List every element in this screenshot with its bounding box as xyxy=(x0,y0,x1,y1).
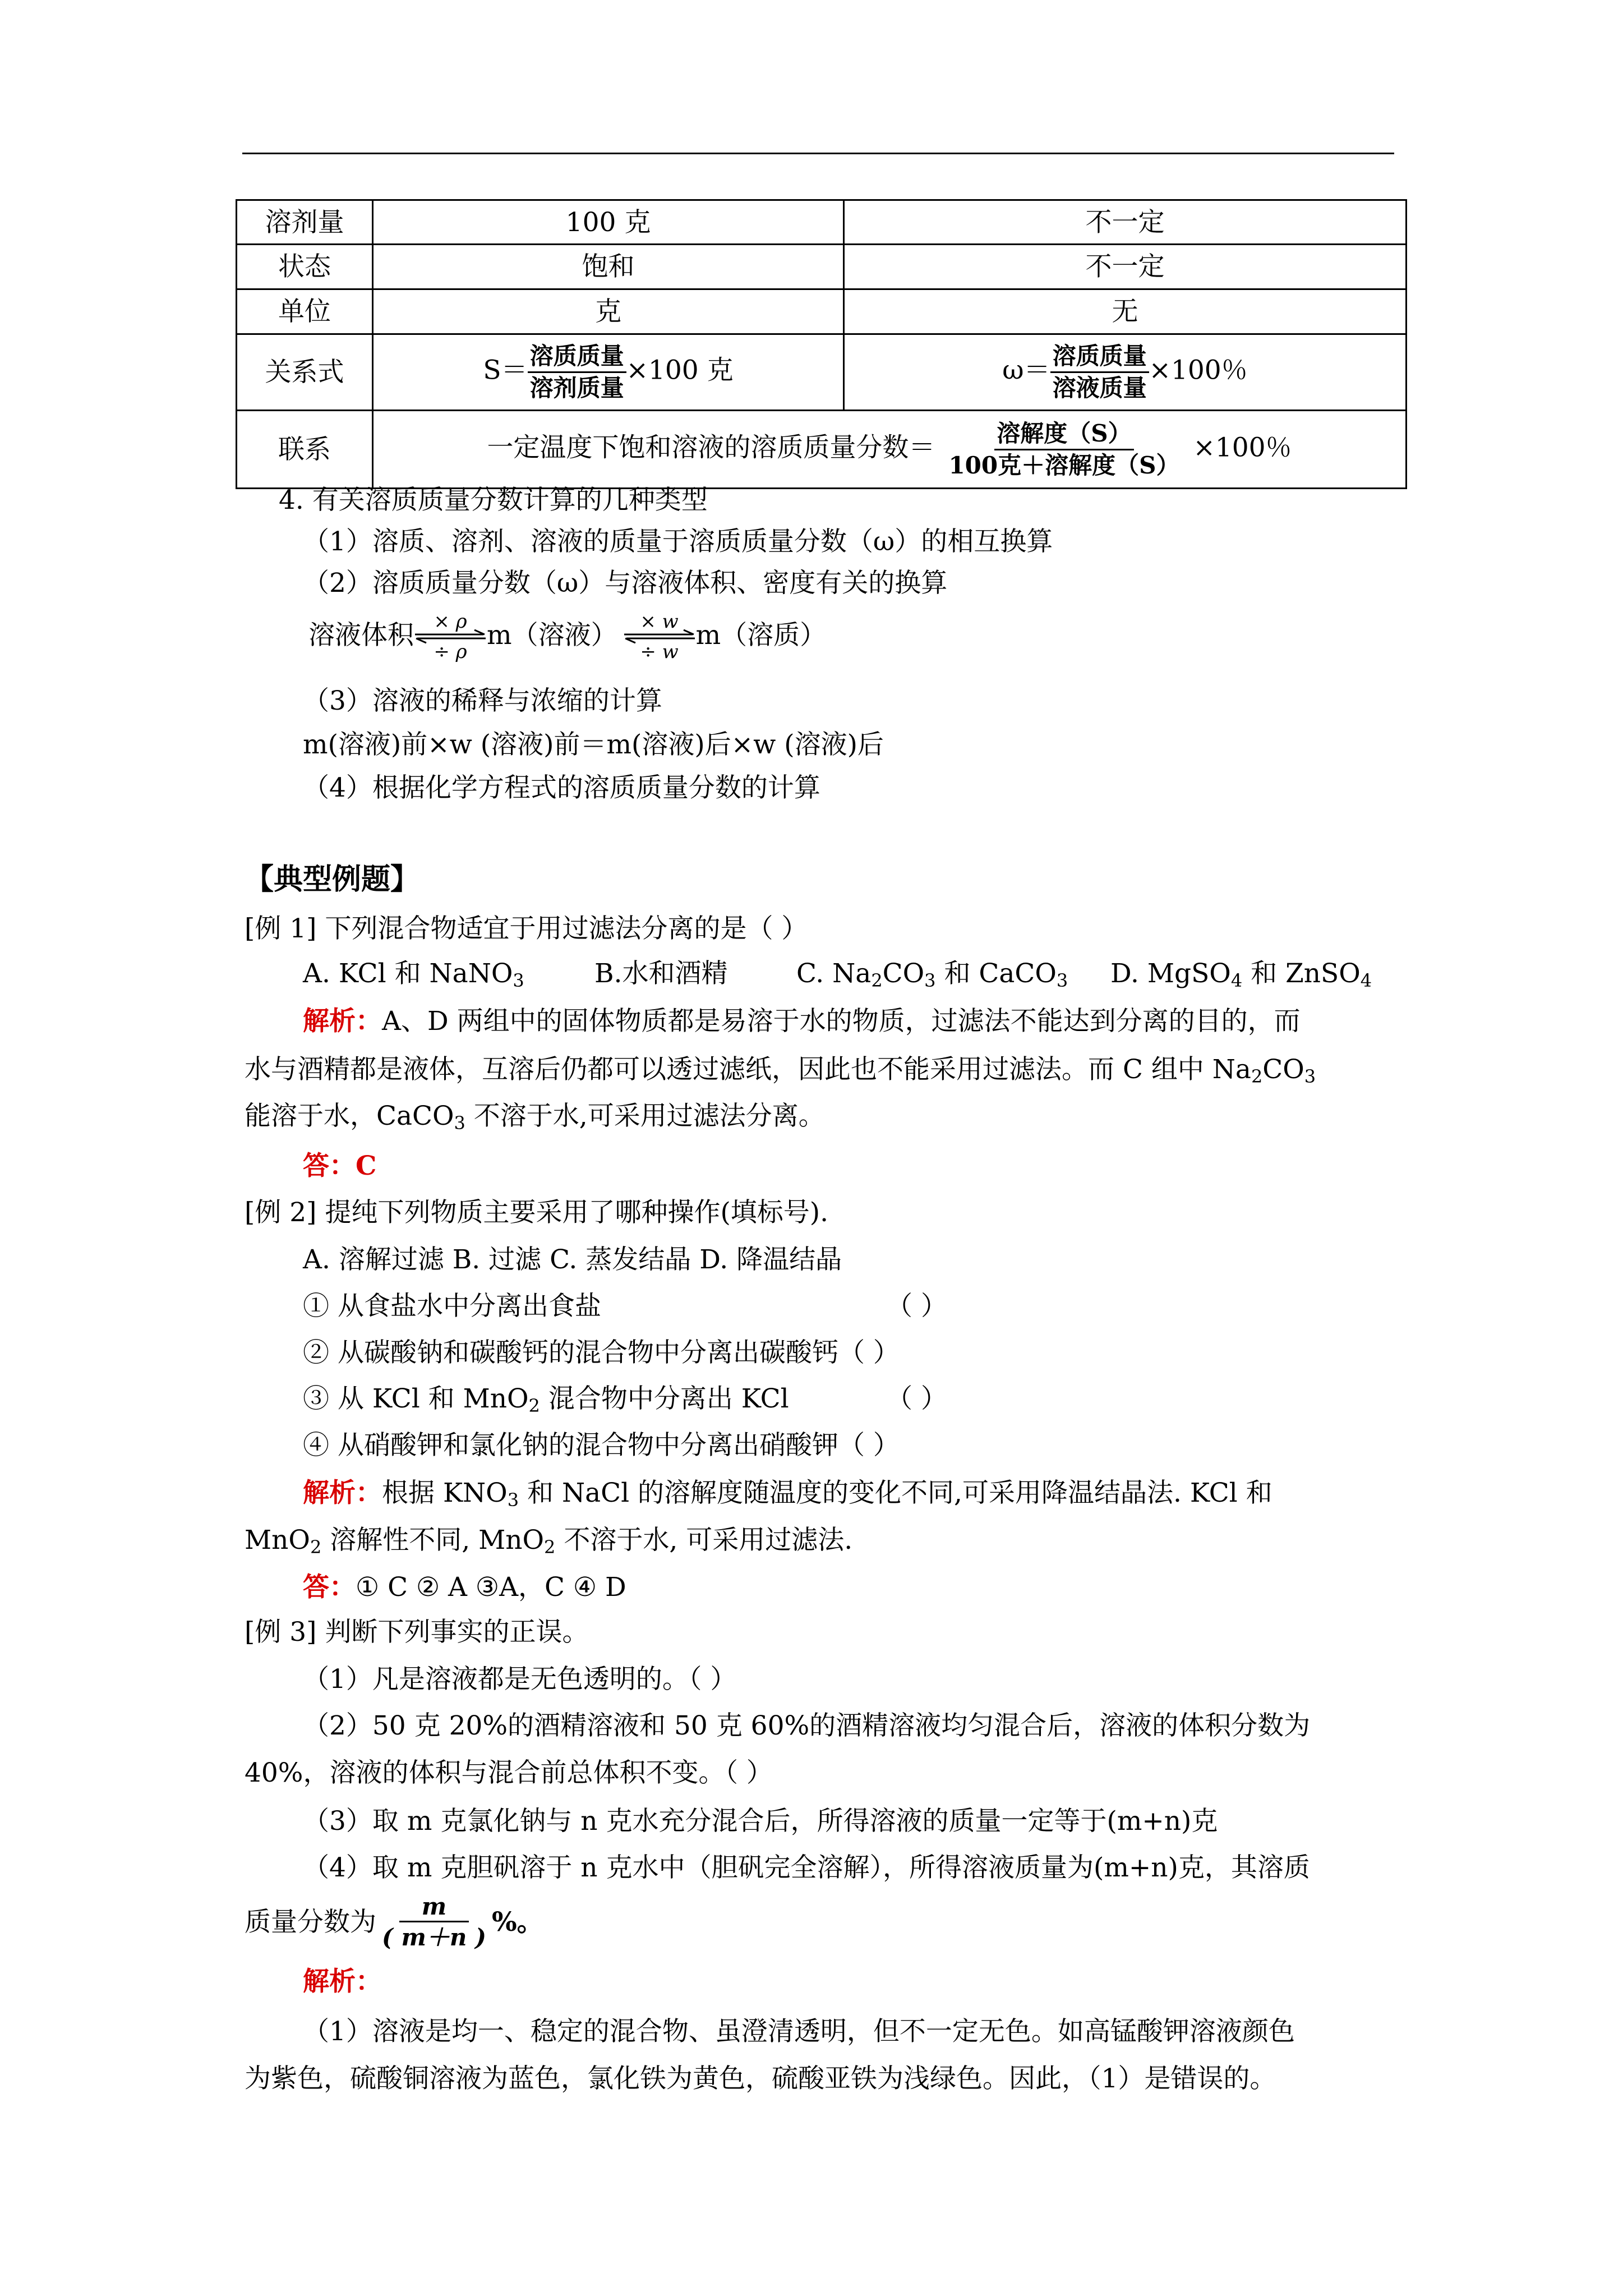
link-formula xyxy=(373,411,1407,489)
solubility-cell: 100 克 xyxy=(373,200,844,245)
fraction-numerator: 溶解度（S） xyxy=(994,422,1133,450)
list-item: （1）溶质、溶剂、溶液的质量于溶质质量分数（ω）的相互换算 xyxy=(303,526,1053,557)
option-d: D. MgSO$_4$ 和 ZnSO$_4$ xyxy=(1110,958,1372,991)
question: [例 3] 判断下列事实的正误。 xyxy=(245,1617,589,1648)
formula-rhs: ×100％ xyxy=(1193,432,1292,463)
fraction-formula xyxy=(844,334,1407,411)
conversion-flow xyxy=(308,607,826,663)
formula-lhs: ω＝ xyxy=(1002,355,1050,386)
list-item: ① 从食盐水中分离出食盐 xyxy=(303,1291,601,1322)
answer-blank: （ ） xyxy=(886,1383,947,1414)
formula-rhs: ×100 克 xyxy=(626,355,734,386)
option-c: C. $Na_2CO_3$ 和 CaCO$_3$ xyxy=(796,958,1068,991)
fraction xyxy=(946,419,1182,479)
fraction xyxy=(1050,344,1149,400)
arrow-label: ÷ ρ xyxy=(434,641,467,663)
list-item: ③ 从 KCl 和 MnO$_2$ 混合物中分离出 KCl xyxy=(303,1383,789,1416)
analysis-label: 解析： xyxy=(303,1006,382,1037)
analysis-line: 为紫色，硫酸铜溶液为蓝色，氯化铁为黄色，硫酸亚铁为浅绿色。因此，（1）是错误的。 xyxy=(245,2063,1276,2094)
double-arrow-icon xyxy=(414,610,487,663)
fraction-denominator: ( m＋n ) xyxy=(382,1923,486,1951)
section-title: 4. 有关溶质质量分数计算的几种类型 xyxy=(279,485,708,516)
answer: 答：C xyxy=(303,1151,377,1181)
table-row-relation xyxy=(237,334,1407,411)
list-item: （2）溶质质量分数（ω）与溶液体积、密度有关的换算 xyxy=(303,568,948,599)
option-a: A. KCl 和 NaNO$_3$ xyxy=(303,958,524,991)
fraction xyxy=(380,1892,488,1951)
list-item: （1）凡是溶液都是无色透明的。（ ） xyxy=(303,1664,737,1695)
question: [例 1] 下列混合物适宜于用过滤法分离的是（ ） xyxy=(245,913,808,944)
options-row: A. 溶解过滤 B. 过滤 C. 蒸发结晶 D. 降温结晶 xyxy=(303,1244,842,1275)
list-item: ② 从碳酸钠和碳酸钙的混合物中分离出碳酸钙（ ） xyxy=(303,1337,900,1368)
formula-lhs: 一定温度下饱和溶液的溶质质量分数＝ xyxy=(487,432,935,463)
list-item: （2）50 克 20%的酒精溶液和 50 克 60%的酒精溶液均匀混合后，溶液的体积分数为 xyxy=(303,1710,1311,1741)
row-label: 关系式 xyxy=(237,334,373,411)
analysis-label: 解析： xyxy=(303,1966,382,1997)
header-rule xyxy=(242,153,1394,154)
list-item: （3）溶液的稀释与浓缩的计算 xyxy=(303,685,662,716)
fraction-denominator: 溶液质量 xyxy=(1052,374,1147,402)
analysis-line: MnO$_2$ 溶解性不同, MnO$_2$ 不溶于水, 可采用过滤法. xyxy=(245,1525,853,1558)
solubility-cell: 饱和 xyxy=(373,245,844,289)
fraction xyxy=(528,344,626,400)
flow-text: 溶液体积 xyxy=(308,619,414,651)
formula-rhs: ×100％ xyxy=(1149,355,1248,386)
fraction-denominator: 溶剂质量 xyxy=(529,374,624,402)
solubility-cell: 克 xyxy=(373,289,844,334)
analysis-label: 解析： xyxy=(303,1478,382,1508)
analysis: 解析：根据 $KNO_3$ 和 NaCl 的溶解度随温度的变化不同,可采用降温结晶法. KCl 和 xyxy=(303,1478,1272,1511)
arrow-label: × ρ xyxy=(434,610,467,633)
row-label: 联系 xyxy=(237,411,373,489)
row-label: 溶剂量 xyxy=(237,200,373,245)
fraction-denominator: 100克＋溶解度（S） xyxy=(948,451,1180,479)
flow-text: m（溶质） xyxy=(695,619,827,651)
question: [例 2] 提纯下列物质主要采用了哪种操作(填标号). xyxy=(245,1197,829,1228)
fraction-cell: 不一定 xyxy=(844,200,1407,245)
answer: 答：① C ② A ③A，C ④ D xyxy=(303,1572,626,1603)
table-row xyxy=(237,245,1407,289)
list-item: （3）取 m 克氯化钠与 n 克水充分混合后，所得溶液的质量一定等于(m+n)克 xyxy=(303,1806,1218,1837)
fraction-numerator: 溶质质量 xyxy=(1050,344,1149,373)
list-item-continued: 质量分数为 $\frac{m}{( m+n )}$ %。 xyxy=(245,1892,543,1951)
fraction-cell: 无 xyxy=(844,289,1407,334)
analysis: 解析：A、D 两组中的固体物质都是易溶于水的物质，过滤法不能达到分离的目的，而 xyxy=(303,1006,1301,1037)
formula-line: m(溶液)前×w (溶液)前＝m(溶液)后×w (溶液)后 xyxy=(303,729,884,760)
table-row xyxy=(237,200,1407,245)
comparison-table xyxy=(236,199,1407,489)
table-row xyxy=(237,289,1407,334)
fraction-numerator: m xyxy=(399,1895,469,1922)
fraction-numerator: 溶质质量 xyxy=(528,344,626,373)
analysis-line: 水与酒精都是液体，互溶后仍都可以透过滤纸，因此也不能采用过滤法。而 C 组中 $Na_2CO_3$ xyxy=(245,1054,1316,1087)
double-arrow-icon xyxy=(623,610,696,663)
analysis-line: （1）溶液是均一、稳定的混合物、虽澄清透明，但不一定无色。如高锰酸钾溶液颜色 xyxy=(303,2016,1295,2047)
table-row-link xyxy=(237,411,1407,489)
formula-lhs: S＝ xyxy=(483,355,528,386)
list-item: （4）取 m 克胆矾溶于 n 克水中（胆矾完全溶解），所得溶液质量为(m+n)克，其溶质 xyxy=(303,1852,1310,1883)
analysis-line: 能溶于水，CaCO$_3$ 不溶于水,可采用过滤法分离。 xyxy=(245,1101,825,1134)
row-label: 状态 xyxy=(237,245,373,289)
arrow-label: × w xyxy=(640,610,679,633)
flow-text: m（溶液） xyxy=(487,619,617,651)
section-heading: 【典型例题】 xyxy=(245,862,420,896)
row-label: 单位 xyxy=(237,289,373,334)
fraction-cell: 不一定 xyxy=(844,245,1407,289)
list-item: ④ 从硝酸钾和氯化钠的混合物中分离出硝酸钾（ ） xyxy=(303,1430,900,1461)
option-b: B.水和酒精 xyxy=(594,958,728,989)
answer-blank: （ ） xyxy=(886,1291,947,1322)
list-item-continued: 40%，溶液的体积与混合前总体积不变。（ ） xyxy=(245,1757,773,1788)
list-item: （4）根据化学方程式的溶质质量分数的计算 xyxy=(303,772,820,803)
answer-label: 答： xyxy=(303,1572,356,1603)
arrow-label: ÷ w xyxy=(640,641,679,663)
solubility-formula xyxy=(373,334,844,411)
